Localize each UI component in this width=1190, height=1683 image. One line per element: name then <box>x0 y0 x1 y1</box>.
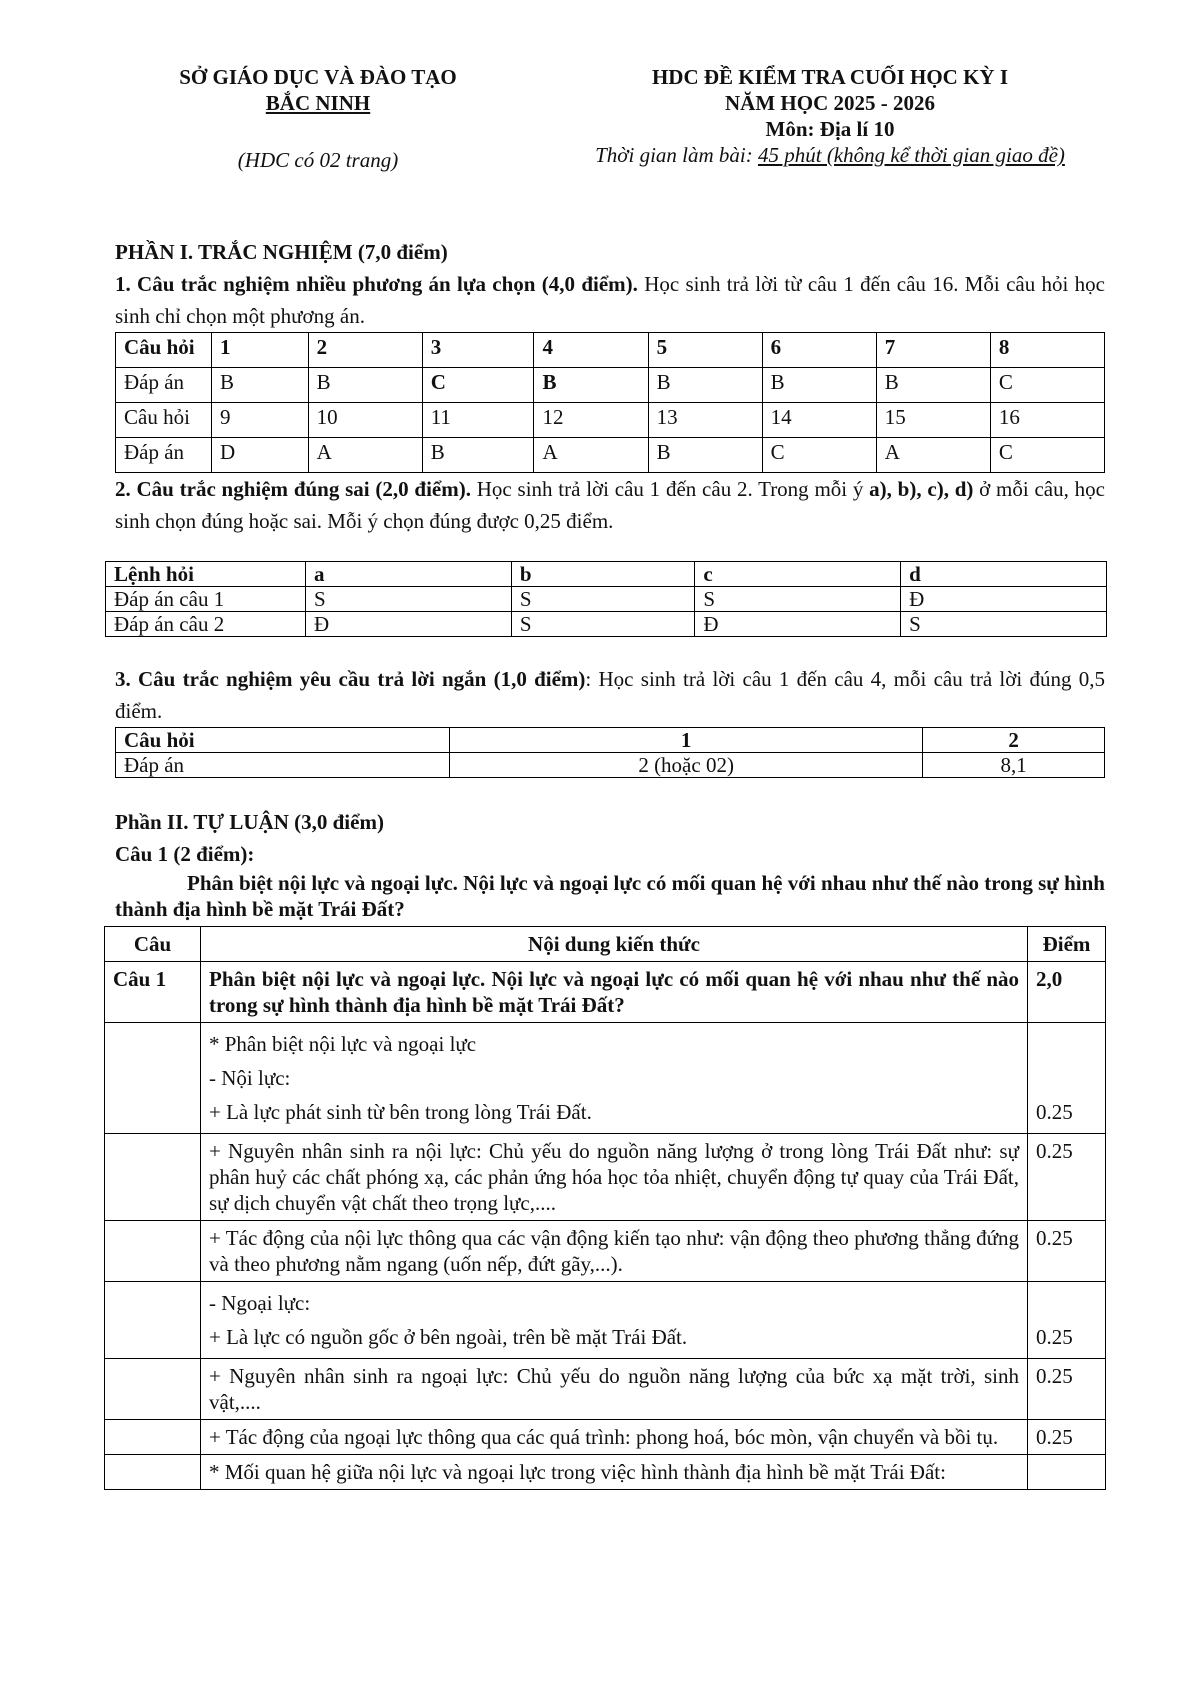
table-cell: A <box>534 438 648 473</box>
school-year: NĂM HỌC 2025 - 2026 <box>725 91 935 115</box>
table-cell: C <box>990 438 1104 473</box>
table-row <box>105 1134 1106 1221</box>
table-row <box>105 1420 1106 1455</box>
table-cell: c <box>695 562 901 587</box>
table-cell: 4 <box>534 333 648 368</box>
province-name: BẮC NINH <box>265 91 371 115</box>
table-row <box>106 562 1107 587</box>
department-name: SỞ GIÁO DỤC VÀ ĐÀO TẠO <box>179 65 457 89</box>
table-cell: 1 <box>212 333 309 368</box>
part1-title: PHẦN I. TRẮC NGHIỆM (7,0 điểm) <box>115 240 448 264</box>
table-header: Điểm <box>1028 927 1106 962</box>
mcq-answer-table <box>115 332 1105 473</box>
table-cell: S <box>901 612 1107 637</box>
table-row <box>106 587 1107 612</box>
table-cell: S <box>695 587 901 612</box>
table-cell: C <box>990 368 1104 403</box>
exam-duration: Thời gian làm bài: 45 phút (không kể thời gian giao đề) <box>595 143 1065 167</box>
table-cell: 8,1 <box>923 753 1105 778</box>
exam-title-block <box>520 64 1140 168</box>
table-cell: A <box>876 438 990 473</box>
table-cell: 15 <box>876 403 990 438</box>
question1-label: Câu 1 (2 điểm): <box>115 842 255 866</box>
rubric-points: 0.25 <box>1036 1100 1073 1124</box>
table-cell: Lệnh hỏi <box>106 562 306 587</box>
question1-text: Phân biệt nội lực và ngoại lực. Nội lực và ngoại lực có mối quan hệ với nhau như thế nào trong sự hình thành địa hình bề mặt Trái Đất? <box>115 871 1105 921</box>
rubric-line: + Là lực phát sinh từ bên trong lòng Trái Đất. <box>209 1100 592 1124</box>
table-cell: Đ <box>306 612 512 637</box>
table-cell <box>1028 1455 1106 1490</box>
true-false-answer-table <box>105 561 1107 637</box>
table-cell: Đ <box>901 587 1107 612</box>
table-cell: 0.25 <box>1028 1134 1106 1221</box>
table-cell: + Tác động của nội lực thông qua các vận động kiến tạo như: vận động theo phương thẳng đứng và theo phương nằm ngang (uốn nếp, đứt gãy,...). <box>201 1221 1028 1282</box>
rubric-points: 0.25 <box>1036 1325 1073 1349</box>
rubric-line: - Ngoại lực: <box>209 1291 311 1315</box>
table-cell: Phân biệt nội lực và ngoại lực. Nội lực và ngoại lực có mối quan hệ với nhau như thế nào trong sự hình thành địa hình bề mặt Trái Đất? <box>201 962 1028 1023</box>
table-cell: 3 <box>422 333 534 368</box>
rubric-line: - Nội lực: <box>209 1066 291 1090</box>
table-cell: 0.25 <box>1028 1359 1106 1420</box>
table-cell: S <box>511 587 695 612</box>
table-cell <box>105 1282 201 1359</box>
table-cell: 8 <box>990 333 1104 368</box>
table-cell: 2,0 <box>1028 962 1106 1023</box>
table-cell <box>105 1359 201 1420</box>
table-cell: B <box>648 368 762 403</box>
table-cell: Câu hỏi <box>116 728 450 753</box>
table-row <box>116 403 1105 438</box>
table-cell: 12 <box>534 403 648 438</box>
table-cell: 14 <box>762 403 876 438</box>
table-row <box>116 368 1105 403</box>
table-cell <box>105 1134 201 1221</box>
table-cell: 0.25 <box>1028 1221 1106 1282</box>
main-content <box>115 236 1105 1490</box>
table-row <box>105 1221 1106 1282</box>
section1-instructions: 1. Câu trắc nghiệm nhiều phương án lựa chọn (4,0 điểm). Học sinh trả lời từ câu 1 đến câu 16. Mỗi câu hỏi học sinh chỉ chọn một phương án. <box>115 272 1105 328</box>
table-row <box>106 612 1107 637</box>
part2-title: Phần II. TỰ LUẬN (3,0 điểm) <box>115 810 384 834</box>
table-cell: b <box>511 562 695 587</box>
table-cell: 5 <box>648 333 762 368</box>
issuer-block <box>128 64 508 172</box>
table-cell: a <box>306 562 512 587</box>
table-cell: 16 <box>990 403 1104 438</box>
table-row <box>105 1282 1106 1359</box>
table-cell: 6 <box>762 333 876 368</box>
table-cell: 10 <box>308 403 422 438</box>
table-cell: Đáp án câu 1 <box>106 587 306 612</box>
table-cell: 2 <box>923 728 1105 753</box>
table-cell: d <box>901 562 1107 587</box>
rubric-line: * Phân biệt nội lực và ngoại lực <box>209 1032 477 1056</box>
table-cell: S <box>306 587 512 612</box>
table-cell: B <box>762 368 876 403</box>
rubric-line: + Là lực có nguồn gốc ở bên ngoài, trên bề mặt Trái Đất. <box>209 1325 688 1349</box>
table-cell <box>1028 1282 1106 1359</box>
table-row <box>105 1359 1106 1420</box>
table-cell: + Tác động của ngoại lực thông qua các quá trình: phong hoá, bóc mòn, vận chuyển và bồi tụ. <box>201 1420 1028 1455</box>
table-row <box>105 927 1106 962</box>
section3-instructions: 3. Câu trắc nghiệm yêu cầu trả lời ngắn (1,0 điểm): Học sinh trả lời câu 1 đến câu 4, mỗi câu trả lời đúng 0,5 điểm. <box>115 667 1105 723</box>
table-cell: + Nguyên nhân sinh ra ngoại lực: Chủ yếu do nguồn năng lượng của bức xạ mặt trời, sinh vật,.... <box>201 1359 1028 1420</box>
table-cell: B <box>308 368 422 403</box>
table-cell: Đ <box>695 612 901 637</box>
table-cell: S <box>511 612 695 637</box>
table-cell <box>105 1455 201 1490</box>
table-cell: 2 (hoặc 02) <box>450 753 923 778</box>
table-cell: 9 <box>212 403 309 438</box>
table-cell: 13 <box>648 403 762 438</box>
table-header: Nội dung kiến thức <box>201 927 1028 962</box>
table-cell: C <box>762 438 876 473</box>
table-cell <box>201 1023 1028 1134</box>
table-cell: * Mối quan hệ giữa nội lực và ngoại lực trong việc hình thành địa hình bề mặt Trái Đất: <box>201 1455 1028 1490</box>
table-cell: 2 <box>308 333 422 368</box>
table-cell: Đáp án <box>116 753 450 778</box>
table-cell <box>105 1221 201 1282</box>
section2-instructions: 2. Câu trắc nghiệm đúng sai (2,0 điểm). Học sinh trả lời câu 1 đến câu 2. Trong mỗi ý a), b), c), d) ở mỗi câu, học sinh chọn đúng hoặc sai. Mỗi ý chọn đúng được 0,25 điểm. <box>115 477 1105 533</box>
table-cell: B <box>212 368 309 403</box>
table-row <box>105 1455 1106 1490</box>
table-cell: Đáp án <box>116 438 212 473</box>
table-cell: B <box>876 368 990 403</box>
table-cell: Câu hỏi <box>116 403 212 438</box>
table-header: Câu <box>105 927 201 962</box>
table-cell: D <box>212 438 309 473</box>
subject: Môn: Địa lí 10 <box>765 117 895 141</box>
essay-rubric-table <box>104 926 1106 1490</box>
table-cell: Câu 1 <box>105 962 201 1023</box>
table-cell <box>105 1023 201 1134</box>
table-cell: B <box>534 368 648 403</box>
table-cell: Đáp án <box>116 368 212 403</box>
table-cell: B <box>422 438 534 473</box>
table-row <box>116 333 1105 368</box>
table-cell: 7 <box>876 333 990 368</box>
table-cell: B <box>648 438 762 473</box>
table-cell: Đáp án câu 2 <box>106 612 306 637</box>
table-cell: C <box>422 368 534 403</box>
table-row <box>116 438 1105 473</box>
page-count-note: (HDC có 02 trang) <box>237 148 399 172</box>
table-cell: 11 <box>422 403 534 438</box>
table-cell <box>105 1420 201 1455</box>
exam-title: HDC ĐỀ KIỂM TRA CUỐI HỌC KỲ I <box>651 65 1009 89</box>
table-row <box>116 753 1105 778</box>
table-cell: Câu hỏi <box>116 333 212 368</box>
table-cell: A <box>308 438 422 473</box>
table-row <box>105 1023 1106 1134</box>
table-cell <box>201 1282 1028 1359</box>
table-cell: 0.25 <box>1028 1420 1106 1455</box>
table-cell: + Nguyên nhân sinh ra nội lực: Chủ yếu do nguồn năng lượng ở trong lòng Trái Đất như: sự phân huỷ các chất phóng xạ, các phản ứng hóa học tỏa nhiệt, chuyển động tự quay của Trái Đất, sự dịch chuyển vật chất theo trọng lực,.... <box>201 1134 1028 1221</box>
table-cell: 1 <box>450 728 923 753</box>
table-row <box>116 728 1105 753</box>
short-answer-table <box>115 727 1105 778</box>
table-cell <box>1028 1023 1106 1134</box>
table-row <box>105 962 1106 1023</box>
